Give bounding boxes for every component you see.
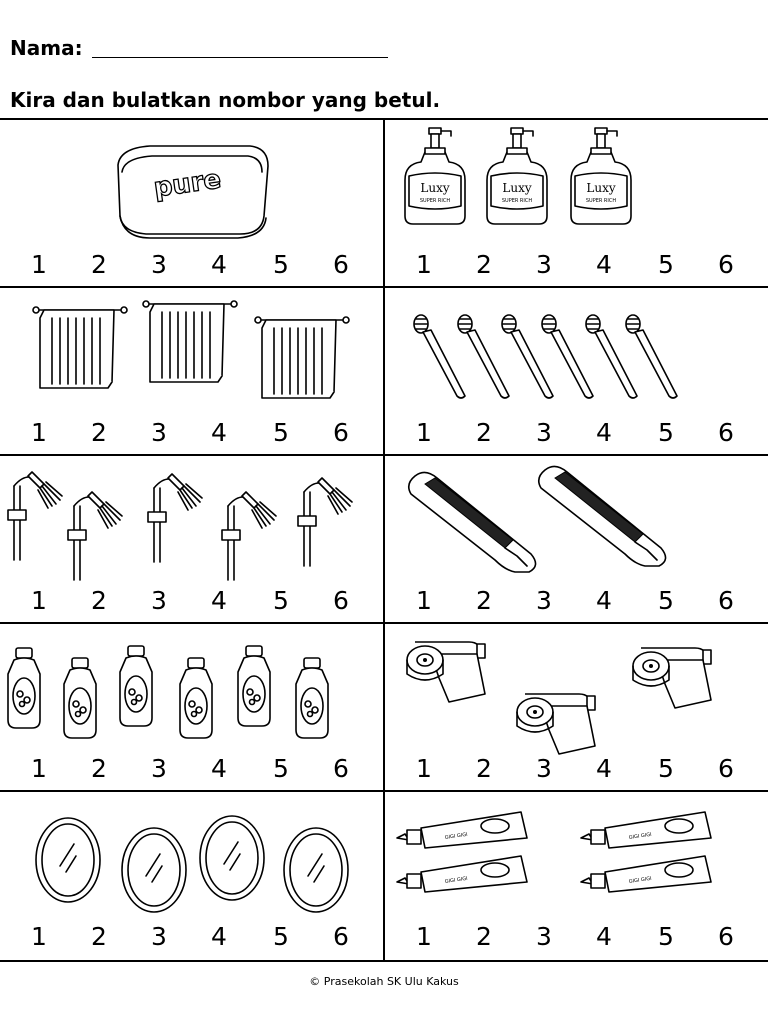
number-choice-3[interactable]: 3: [151, 586, 167, 615]
number-choice-1[interactable]: 1: [416, 418, 432, 447]
number-choice-2[interactable]: 2: [91, 922, 107, 951]
number-choices: [0, 922, 383, 954]
number-choices: [385, 586, 768, 618]
exercise-shower: [0, 456, 383, 624]
number-choice-1[interactable]: 1: [416, 754, 432, 783]
number-choice-3[interactable]: 3: [536, 754, 552, 783]
number-choice-6[interactable]: 6: [333, 418, 349, 447]
exercise-liquid-soap: [385, 120, 768, 288]
number-choice-2[interactable]: 2: [476, 922, 492, 951]
towel-icon: [0, 288, 383, 418]
liquid-soap-bottle-icon: [385, 120, 768, 250]
number-choices: [0, 418, 383, 450]
number-choice-3[interactable]: 3: [151, 922, 167, 951]
tube-label: GIGI GIGI: [444, 831, 469, 841]
number-choice-5[interactable]: 5: [273, 418, 289, 447]
instruction-text: Kira dan bulatkan nombor yang betul.: [10, 88, 441, 112]
number-choice-1[interactable]: 1: [416, 922, 432, 951]
exercise-comb: [385, 456, 768, 624]
number-choice-5[interactable]: 5: [273, 250, 289, 279]
number-choice-1[interactable]: 1: [416, 586, 432, 615]
name-input-line[interactable]: [92, 57, 388, 58]
number-choice-5[interactable]: 5: [658, 586, 674, 615]
number-choice-3[interactable]: 3: [151, 418, 167, 447]
number-choice-6[interactable]: 6: [333, 250, 349, 279]
number-choice-3[interactable]: 3: [536, 922, 552, 951]
bottle-brand: Luxy: [586, 181, 616, 195]
footer-credit: © Prasekolah SK Ulu Kakus: [309, 975, 459, 988]
number-choice-6[interactable]: 6: [718, 586, 734, 615]
bottle-subtext: SUPER RICH: [501, 198, 533, 204]
number-choice-6[interactable]: 6: [718, 418, 734, 447]
shower-head-icon: [0, 456, 383, 586]
number-choice-2[interactable]: 2: [91, 586, 107, 615]
comb-icon: [385, 456, 768, 586]
number-choice-4[interactable]: 4: [211, 586, 227, 615]
number-choice-6[interactable]: 6: [333, 754, 349, 783]
exercise-shampoo: [0, 624, 383, 792]
number-choice-1[interactable]: 1: [31, 418, 47, 447]
exercise-toothbrush: [385, 288, 768, 456]
soap-label: pure: [151, 164, 223, 204]
counting-grid: [0, 118, 768, 962]
number-choices: [385, 754, 768, 786]
number-choices: [0, 754, 383, 786]
number-choices: [385, 922, 768, 954]
number-choice-4[interactable]: 4: [596, 250, 612, 279]
tube-label: GIGI GIGI: [444, 875, 469, 885]
exercise-soap: [0, 120, 383, 288]
number-choice-2[interactable]: 2: [91, 754, 107, 783]
number-choice-1[interactable]: 1: [31, 250, 47, 279]
number-choice-2[interactable]: 2: [91, 418, 107, 447]
toothbrush-icon: [385, 288, 768, 418]
number-choice-6[interactable]: 6: [718, 922, 734, 951]
number-choice-1[interactable]: 1: [416, 250, 432, 279]
number-choice-4[interactable]: 4: [596, 418, 612, 447]
bottle-brand: Luxy: [420, 181, 450, 195]
soap-bar-icon: [0, 120, 383, 250]
number-choice-2[interactable]: 2: [476, 754, 492, 783]
exercise-mirror: [0, 792, 383, 960]
number-choice-1[interactable]: 1: [31, 922, 47, 951]
tube-label: GIGI GIGI: [628, 875, 653, 885]
bottle-brand: Luxy: [502, 181, 532, 195]
number-choice-4[interactable]: 4: [211, 922, 227, 951]
shampoo-bottle-icon: [0, 624, 383, 754]
tube-label: GIGI GIGI: [628, 831, 653, 841]
number-choice-2[interactable]: 2: [476, 418, 492, 447]
number-choice-2[interactable]: 2: [476, 250, 492, 279]
number-choice-3[interactable]: 3: [536, 250, 552, 279]
number-choices: [0, 250, 383, 282]
number-choice-5[interactable]: 5: [658, 250, 674, 279]
number-choice-3[interactable]: 3: [536, 586, 552, 615]
number-choice-6[interactable]: 6: [718, 250, 734, 279]
number-choice-2[interactable]: 2: [476, 586, 492, 615]
number-choice-6[interactable]: 6: [718, 754, 734, 783]
mirror-icon: [0, 792, 383, 922]
exercise-toothpaste: [385, 792, 768, 960]
bottle-subtext: SUPER RICH: [419, 198, 451, 204]
number-choice-1[interactable]: 1: [31, 754, 47, 783]
number-choice-3[interactable]: 3: [151, 250, 167, 279]
toilet-roll-icon: [385, 624, 768, 754]
number-choice-5[interactable]: 5: [658, 922, 674, 951]
exercise-toilet-roll: [385, 624, 768, 792]
number-choice-4[interactable]: 4: [596, 922, 612, 951]
toothpaste-tube-icon: [385, 792, 768, 922]
number-choice-5[interactable]: 5: [273, 754, 289, 783]
number-choice-4[interactable]: 4: [596, 586, 612, 615]
number-choice-5[interactable]: 5: [658, 418, 674, 447]
number-choice-6[interactable]: 6: [333, 586, 349, 615]
number-choice-5[interactable]: 5: [658, 754, 674, 783]
number-choice-4[interactable]: 4: [211, 250, 227, 279]
number-choices: [385, 250, 768, 282]
number-choice-3[interactable]: 3: [536, 418, 552, 447]
name-label: Nama:: [10, 36, 83, 60]
number-choice-4[interactable]: 4: [211, 754, 227, 783]
number-choice-2[interactable]: 2: [91, 250, 107, 279]
number-choice-6[interactable]: 6: [333, 922, 349, 951]
exercise-towel: [0, 288, 383, 456]
number-choice-5[interactable]: 5: [273, 586, 289, 615]
number-choice-4[interactable]: 4: [596, 754, 612, 783]
number-choices: [385, 418, 768, 450]
bottle-subtext: SUPER RICH: [585, 198, 617, 204]
number-choice-3[interactable]: 3: [151, 754, 167, 783]
number-choices: [0, 586, 383, 618]
number-choice-4[interactable]: 4: [211, 418, 227, 447]
number-choice-5[interactable]: 5: [273, 922, 289, 951]
number-choice-1[interactable]: 1: [31, 586, 47, 615]
